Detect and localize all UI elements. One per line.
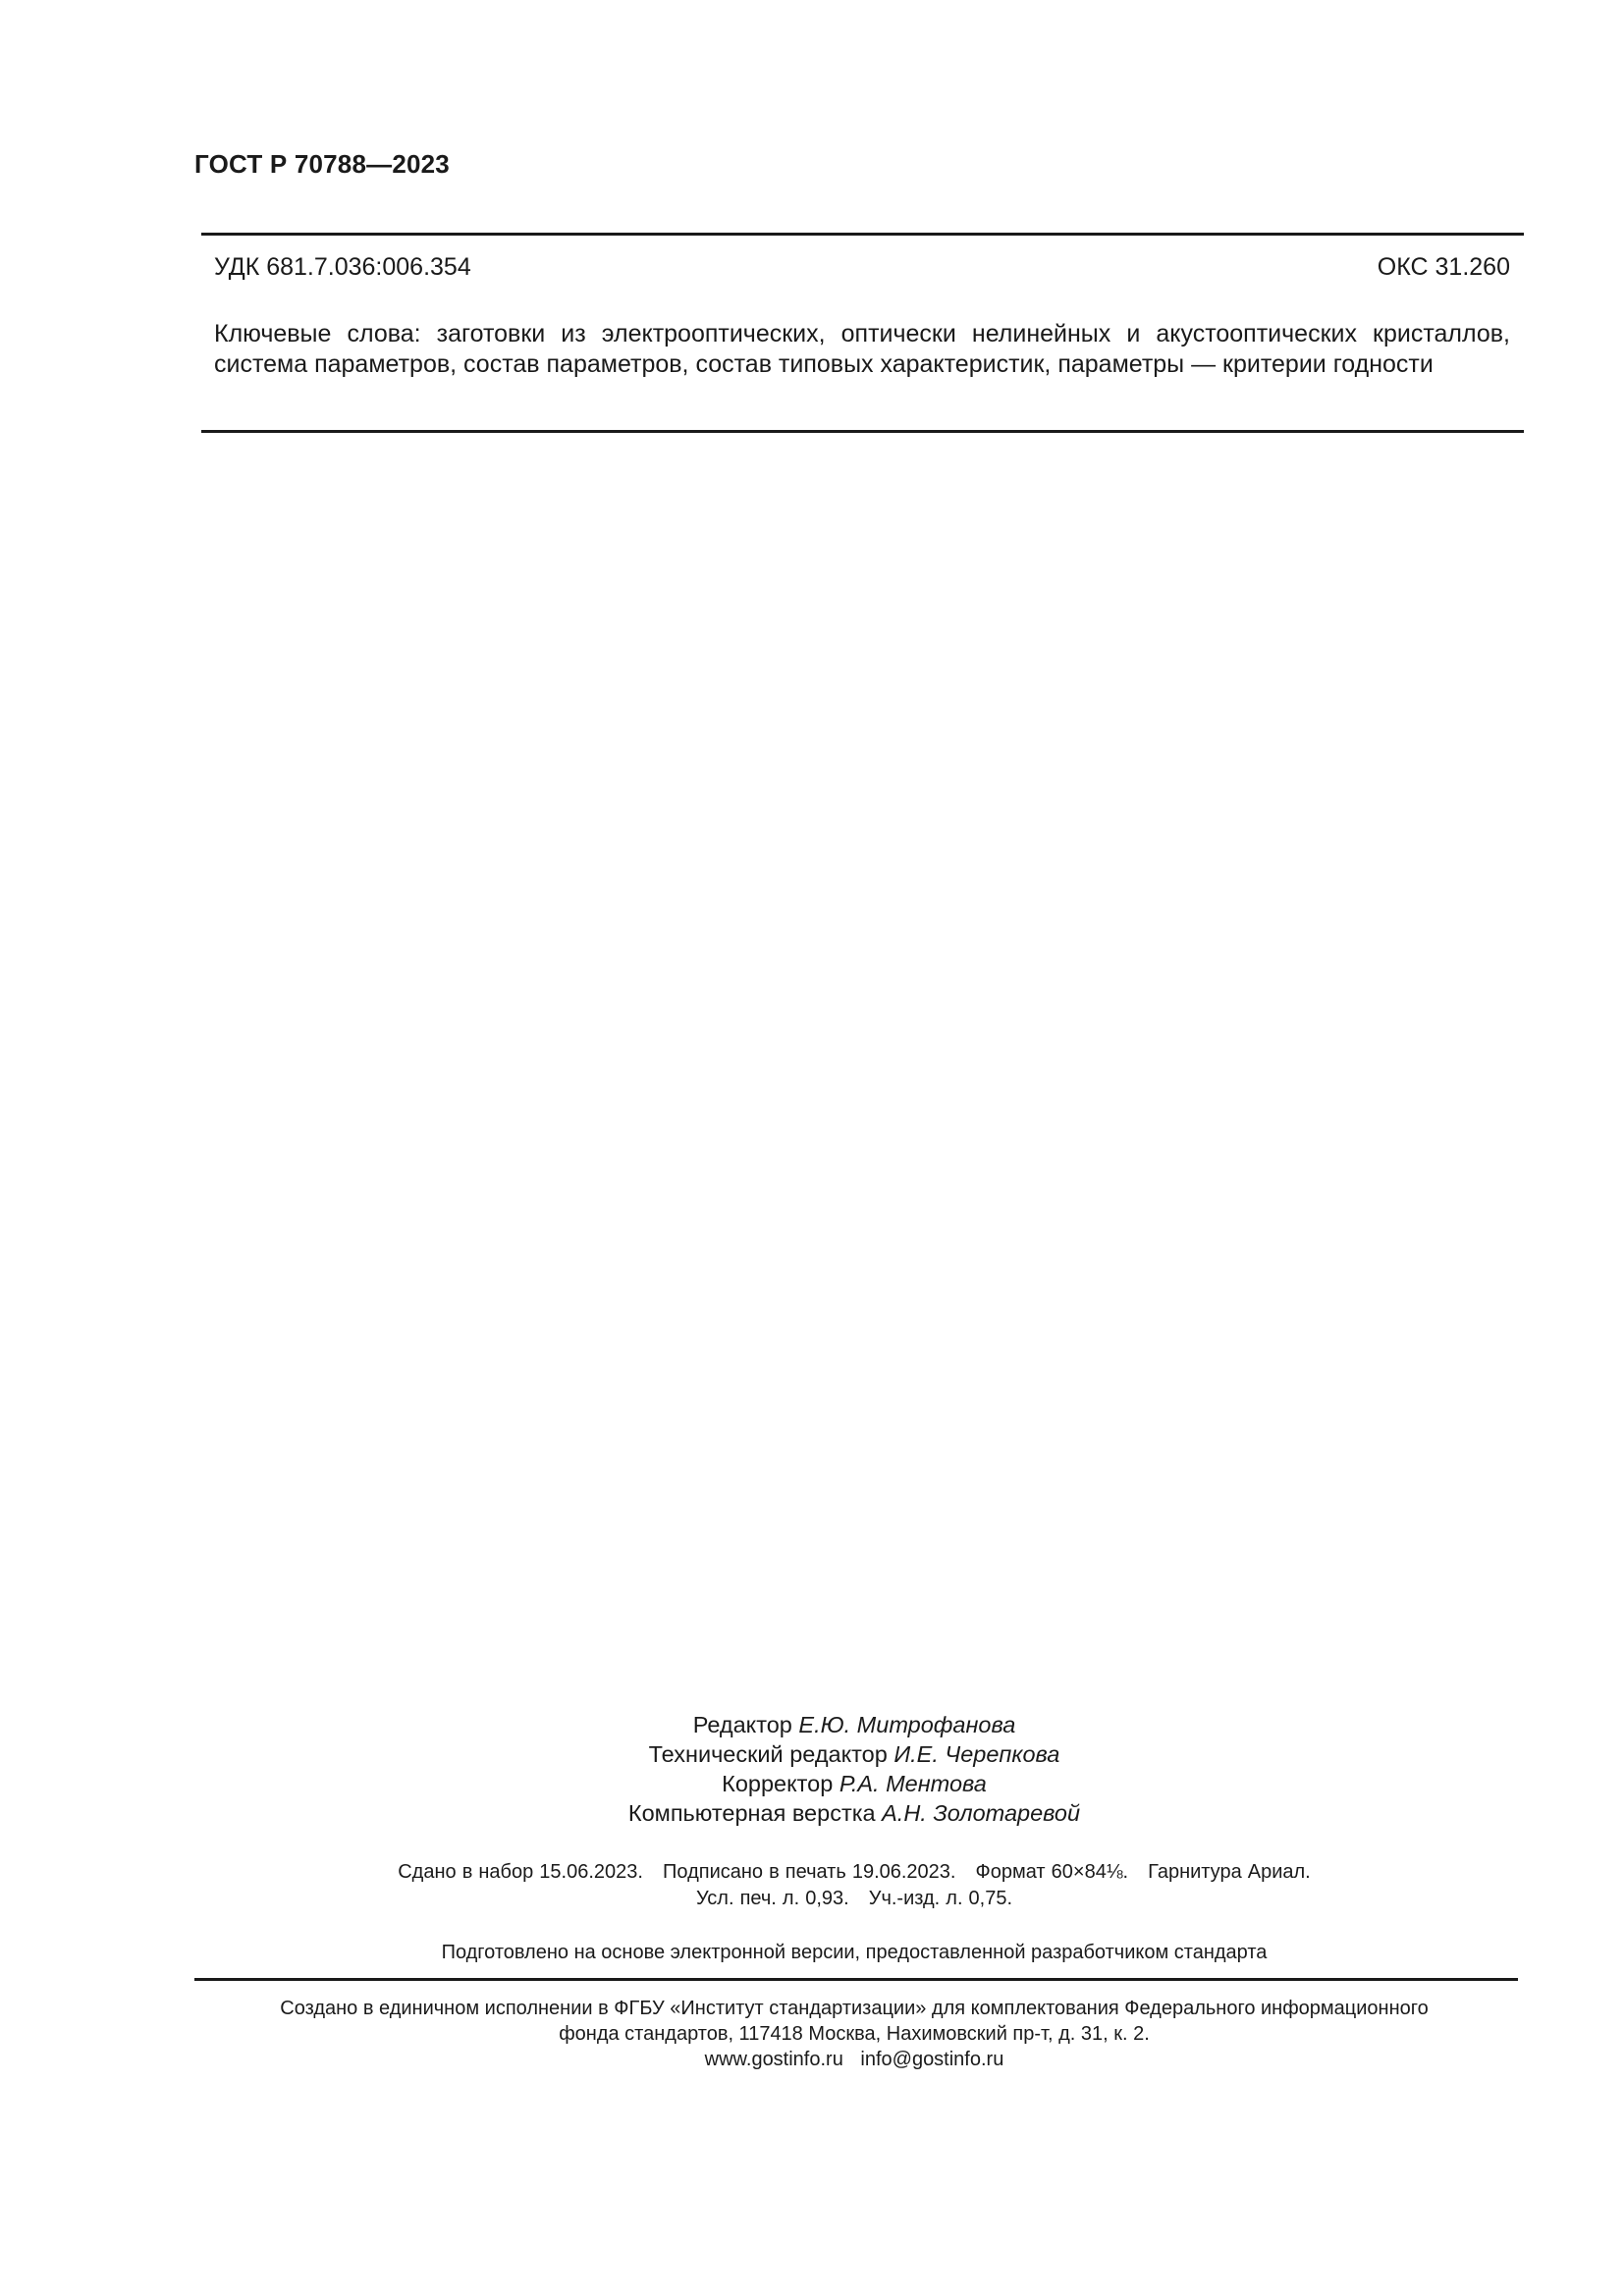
submitted-date: Сдано в набор 15.06.2023. <box>398 1861 643 1883</box>
udk-code: УДК 681.7.036:006.354 <box>214 253 471 281</box>
website-link[interactable]: www.gostinfo.ru <box>704 2049 843 2070</box>
keywords-divider <box>201 430 1524 433</box>
signed-date: Подписано в печать 19.06.2023. <box>663 1861 956 1883</box>
footer-line-2: фонда стандартов, 117418 Москва, Нахимовский пр-т, д. 31, к. 2. <box>559 2023 1150 2045</box>
email-link[interactable]: info@gostinfo.ru <box>860 2049 1004 2070</box>
prepared-note: Подготовлено на основе электронной версии, предоставленной разработчиком стандарта <box>441 1942 1268 1963</box>
print-info-block <box>0 1859 1624 1912</box>
editor-line <box>0 1710 1624 1739</box>
oks-code: ОКС 31.260 <box>1377 253 1510 281</box>
print-info-line-2 <box>0 1886 1624 1912</box>
typeface: Гарнитура Ариал. <box>1148 1861 1311 1883</box>
footer-contacts <box>0 2047 1624 2072</box>
layout-name: А.Н. Золотаревой <box>882 1800 1081 1826</box>
document-code: ГОСТ Р 70788—2023 <box>194 149 450 179</box>
publication-sheets: Уч.-изд. л. 0,75. <box>868 1888 1013 1909</box>
print-sheets: Усл. печ. л. 0,93. <box>695 1888 849 1909</box>
editor-name: Е.Ю. Митрофанова <box>798 1712 1016 1737</box>
credits-block <box>0 1710 1624 1828</box>
paper-format: Формат 60×84⅛. <box>975 1861 1129 1883</box>
corrector-line <box>0 1769 1624 1798</box>
layout-label: Компьютерная верстка <box>627 1800 876 1826</box>
footer-line-1: Создано в единичном исполнении в ФГБУ «Институт стандартизации» для комплектования Федерального информационного <box>280 1998 1429 2019</box>
corrector-label: Корректор <box>722 1771 834 1796</box>
tech-editor-name: И.Е. Черепкова <box>893 1741 1060 1767</box>
footer-divider <box>194 1978 1518 1981</box>
layout-line <box>0 1798 1624 1828</box>
keywords-paragraph: Ключевые слова: заготовки из электрооптических, оптически нелинейных и акустооптических кристаллов, система параметров, состав параметров, состав типовых характеристик, параметры — критерии годности <box>214 320 1510 378</box>
print-info-line-1 <box>0 1859 1624 1886</box>
corrector-name: Р.А. Ментова <box>839 1771 987 1796</box>
editor-label: Редактор <box>692 1712 792 1737</box>
top-divider <box>201 233 1524 236</box>
tech-editor-line <box>0 1739 1624 1769</box>
publisher-footer <box>0 1996 1624 2072</box>
tech-editor-label: Технический редактор <box>648 1741 888 1767</box>
